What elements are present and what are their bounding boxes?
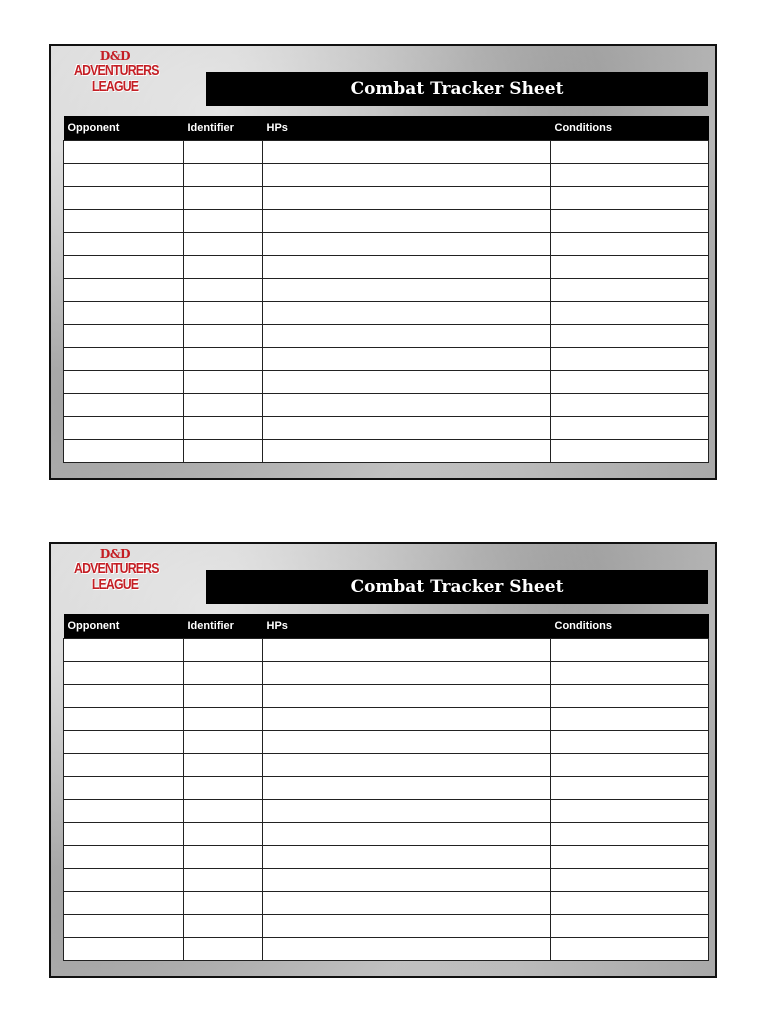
column-header-opponent: Opponent	[64, 614, 184, 639]
dnd-adventurers-league-logo	[65, 50, 165, 102]
cell-identifier[interactable]	[184, 685, 263, 708]
cell-opponent[interactable]	[64, 892, 184, 915]
cell-hps[interactable]	[263, 938, 551, 961]
cell-identifier[interactable]	[184, 823, 263, 846]
cell-opponent[interactable]	[64, 754, 184, 777]
table-row	[64, 892, 709, 915]
cell-identifier[interactable]	[184, 915, 263, 938]
cell-conditions[interactable]	[551, 938, 709, 961]
cell-conditions[interactable]	[551, 394, 709, 417]
cell-opponent[interactable]	[64, 256, 184, 279]
cell-hps[interactable]	[263, 348, 551, 371]
cell-conditions[interactable]	[551, 846, 709, 869]
cell-conditions[interactable]	[551, 662, 709, 685]
cell-conditions[interactable]	[551, 233, 709, 256]
cell-conditions[interactable]	[551, 210, 709, 233]
cell-identifier[interactable]	[184, 279, 263, 302]
table-header-row	[64, 614, 709, 639]
column-header-opponent: Opponent	[64, 116, 184, 141]
cell-opponent[interactable]	[64, 662, 184, 685]
cell-hps[interactable]	[263, 639, 551, 662]
cell-identifier[interactable]	[184, 440, 263, 463]
cell-conditions[interactable]	[551, 639, 709, 662]
cell-identifier[interactable]	[184, 869, 263, 892]
cell-hps[interactable]	[263, 800, 551, 823]
column-header-hps: HPs	[263, 116, 551, 141]
cell-hps[interactable]	[263, 394, 551, 417]
cell-opponent[interactable]	[64, 938, 184, 961]
cell-opponent[interactable]	[64, 731, 184, 754]
table-row	[64, 187, 709, 210]
cell-hps[interactable]	[263, 869, 551, 892]
cell-identifier[interactable]	[184, 394, 263, 417]
table-row	[64, 662, 709, 685]
cell-conditions[interactable]	[551, 417, 709, 440]
table-row	[64, 639, 709, 662]
cell-hps[interactable]	[263, 325, 551, 348]
cell-conditions[interactable]	[551, 348, 709, 371]
cell-opponent[interactable]	[64, 233, 184, 256]
combat-tracker-table	[63, 116, 709, 463]
cell-hps[interactable]	[263, 846, 551, 869]
cell-opponent[interactable]	[64, 394, 184, 417]
cell-hps[interactable]	[263, 164, 551, 187]
cell-opponent[interactable]	[64, 800, 184, 823]
table-row	[64, 348, 709, 371]
column-header-hps: HPs	[263, 614, 551, 639]
cell-opponent[interactable]	[64, 187, 184, 210]
table-row	[64, 440, 709, 463]
combat-tracker-sheet-2	[49, 542, 717, 978]
cell-conditions[interactable]	[551, 141, 709, 164]
column-header-conditions: Conditions	[551, 614, 709, 639]
table-row	[64, 256, 709, 279]
cell-opponent[interactable]	[64, 869, 184, 892]
cell-hps[interactable]	[263, 662, 551, 685]
cell-opponent[interactable]	[64, 708, 184, 731]
cell-identifier[interactable]	[184, 846, 263, 869]
cell-opponent[interactable]	[64, 639, 184, 662]
table-row	[64, 325, 709, 348]
cell-identifier[interactable]	[184, 371, 263, 394]
table-row	[64, 754, 709, 777]
cell-identifier[interactable]	[184, 164, 263, 187]
cell-opponent[interactable]	[64, 348, 184, 371]
cell-hps[interactable]	[263, 187, 551, 210]
logo-league-text: LEAGUE	[91, 576, 139, 593]
cell-hps[interactable]	[263, 754, 551, 777]
cell-identifier[interactable]	[184, 800, 263, 823]
column-header-conditions: Conditions	[551, 116, 709, 141]
cell-conditions[interactable]	[551, 325, 709, 348]
table-row	[64, 869, 709, 892]
cell-opponent[interactable]	[64, 440, 184, 463]
cell-hps[interactable]	[263, 279, 551, 302]
cell-opponent[interactable]	[64, 279, 184, 302]
cell-conditions[interactable]	[551, 708, 709, 731]
cell-opponent[interactable]	[64, 302, 184, 325]
cell-identifier[interactable]	[184, 256, 263, 279]
cell-opponent[interactable]	[64, 325, 184, 348]
table-row	[64, 210, 709, 233]
cell-hps[interactable]	[263, 777, 551, 800]
cell-conditions[interactable]	[551, 800, 709, 823]
column-header-identifier: Identifier	[184, 614, 263, 639]
logo-league-text: LEAGUE	[91, 78, 139, 95]
cell-identifier[interactable]	[184, 233, 263, 256]
cell-identifier[interactable]	[184, 187, 263, 210]
table-header-row	[64, 116, 709, 141]
cell-conditions[interactable]	[551, 731, 709, 754]
column-header-identifier: Identifier	[184, 116, 263, 141]
table-row	[64, 164, 709, 187]
cell-hps[interactable]	[263, 685, 551, 708]
cell-opponent[interactable]	[64, 915, 184, 938]
logo-dnd-text: D&D	[99, 547, 131, 561]
cell-identifier[interactable]	[184, 662, 263, 685]
logo-adventurers-text: ADVENTURERS	[74, 560, 159, 577]
cell-identifier[interactable]	[184, 754, 263, 777]
table-row	[64, 233, 709, 256]
logo-dnd-text: D&D	[99, 49, 131, 63]
cell-opponent[interactable]	[64, 846, 184, 869]
cell-conditions[interactable]	[551, 256, 709, 279]
cell-opponent[interactable]	[64, 777, 184, 800]
table-row	[64, 394, 709, 417]
cell-hps[interactable]	[263, 256, 551, 279]
cell-hps[interactable]	[263, 417, 551, 440]
cell-hps[interactable]	[263, 371, 551, 394]
table-row	[64, 938, 709, 961]
cell-identifier[interactable]	[184, 777, 263, 800]
cell-conditions[interactable]	[551, 302, 709, 325]
cell-identifier[interactable]	[184, 302, 263, 325]
table-row	[64, 777, 709, 800]
table-row	[64, 417, 709, 440]
cell-conditions[interactable]	[551, 685, 709, 708]
cell-hps[interactable]	[263, 210, 551, 233]
cell-conditions[interactable]	[551, 869, 709, 892]
cell-conditions[interactable]	[551, 892, 709, 915]
cell-identifier[interactable]	[184, 210, 263, 233]
table-row	[64, 279, 709, 302]
cell-identifier[interactable]	[184, 348, 263, 371]
cell-conditions[interactable]	[551, 754, 709, 777]
cell-conditions[interactable]	[551, 371, 709, 394]
table-row	[64, 141, 709, 164]
cell-identifier[interactable]	[184, 325, 263, 348]
cell-conditions[interactable]	[551, 279, 709, 302]
table-row	[64, 371, 709, 394]
cell-opponent[interactable]	[64, 685, 184, 708]
dnd-adventurers-league-logo	[65, 548, 165, 600]
cell-hps[interactable]	[263, 440, 551, 463]
cell-conditions[interactable]	[551, 164, 709, 187]
sheet-title: Combat Tracker Sheet	[206, 570, 708, 604]
cell-conditions[interactable]	[551, 777, 709, 800]
cell-opponent[interactable]	[64, 210, 184, 233]
cell-identifier[interactable]	[184, 417, 263, 440]
table-row	[64, 823, 709, 846]
table-row	[64, 731, 709, 754]
table-row	[64, 800, 709, 823]
cell-opponent[interactable]	[64, 371, 184, 394]
cell-hps[interactable]	[263, 233, 551, 256]
cell-hps[interactable]	[263, 823, 551, 846]
cell-identifier[interactable]	[184, 639, 263, 662]
cell-hps[interactable]	[263, 302, 551, 325]
cell-conditions[interactable]	[551, 187, 709, 210]
table-row	[64, 846, 709, 869]
cell-conditions[interactable]	[551, 440, 709, 463]
cell-opponent[interactable]	[64, 823, 184, 846]
cell-opponent[interactable]	[64, 417, 184, 440]
sheet-title: Combat Tracker Sheet	[206, 72, 708, 106]
table-row	[64, 302, 709, 325]
combat-tracker-sheet-1	[49, 44, 717, 480]
table-row	[64, 685, 709, 708]
cell-hps[interactable]	[263, 915, 551, 938]
cell-identifier[interactable]	[184, 938, 263, 961]
table-row	[64, 708, 709, 731]
cell-identifier[interactable]	[184, 141, 263, 164]
cell-hps[interactable]	[263, 708, 551, 731]
cell-conditions[interactable]	[551, 915, 709, 938]
cell-identifier[interactable]	[184, 708, 263, 731]
cell-identifier[interactable]	[184, 892, 263, 915]
table-row	[64, 915, 709, 938]
cell-hps[interactable]	[263, 892, 551, 915]
logo-adventurers-text: ADVENTURERS	[74, 62, 159, 79]
cell-identifier[interactable]	[184, 731, 263, 754]
cell-opponent[interactable]	[64, 141, 184, 164]
cell-hps[interactable]	[263, 731, 551, 754]
cell-conditions[interactable]	[551, 823, 709, 846]
cell-opponent[interactable]	[64, 164, 184, 187]
cell-hps[interactable]	[263, 141, 551, 164]
combat-tracker-table	[63, 614, 709, 961]
